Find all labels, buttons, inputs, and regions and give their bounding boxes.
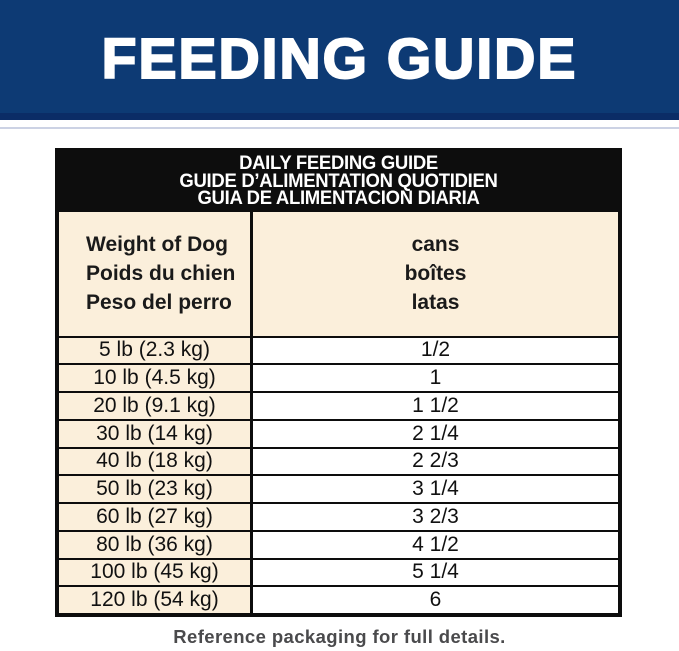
cans-header-es: latas bbox=[411, 291, 460, 314]
table-row bbox=[59, 558, 618, 586]
cans-value: 1 1/2 bbox=[412, 393, 459, 417]
daily-feeding-guide-table bbox=[55, 148, 622, 617]
cans-cell bbox=[253, 504, 618, 530]
weight-value: 80 lb (36 kg) bbox=[96, 532, 213, 556]
weight-cell bbox=[59, 587, 253, 613]
table-title-fr: GUIDE D’ALIMENTATION QUOTIDIEN bbox=[179, 169, 498, 191]
table-row bbox=[59, 502, 618, 530]
cans-cell bbox=[253, 421, 618, 447]
banner-title: FEEDING GUIDE bbox=[101, 26, 578, 91]
cans-value: 4 1/2 bbox=[412, 532, 459, 556]
cans-value: 2 1/4 bbox=[412, 421, 459, 445]
cans-value: 6 bbox=[429, 588, 442, 612]
weight-cell bbox=[59, 393, 253, 419]
cans-cell bbox=[253, 393, 618, 419]
table-row bbox=[59, 585, 618, 613]
table-row bbox=[59, 530, 618, 558]
column-header-row bbox=[59, 212, 618, 336]
footer-note: Reference packaging for full details. bbox=[173, 626, 506, 647]
weight-value: 40 lb (18 kg) bbox=[96, 449, 213, 473]
cans-cell bbox=[253, 338, 618, 364]
weight-header-en: Weight of Dog bbox=[86, 233, 228, 256]
weight-value: 30 lb (14 kg) bbox=[96, 421, 213, 445]
table-row bbox=[59, 363, 618, 391]
weight-cell bbox=[59, 532, 253, 558]
feeding-guide-banner bbox=[0, 0, 679, 120]
weight-cell bbox=[59, 504, 253, 530]
weight-cell bbox=[59, 338, 253, 364]
cans-cell bbox=[253, 560, 618, 586]
cans-cell bbox=[253, 532, 618, 558]
table-row bbox=[59, 474, 618, 502]
cans-cell bbox=[253, 449, 618, 475]
banner-underline bbox=[0, 127, 679, 129]
weight-value: 50 lb (23 kg) bbox=[96, 477, 213, 501]
weight-value: 60 lb (27 kg) bbox=[96, 504, 213, 528]
table-row bbox=[59, 419, 618, 447]
table-title-en: DAILY FEEDING GUIDE bbox=[239, 151, 438, 174]
cans-value: 1 bbox=[429, 366, 442, 390]
weight-header-es: Peso del perro bbox=[86, 291, 232, 314]
weight-cell bbox=[59, 449, 253, 475]
cans-cell bbox=[253, 476, 618, 502]
cans-value: 2 2/3 bbox=[412, 449, 459, 473]
cans-cell bbox=[253, 365, 618, 391]
weight-column-header bbox=[59, 212, 253, 336]
weight-cell bbox=[59, 421, 253, 447]
weight-cell bbox=[59, 560, 253, 586]
cans-header-fr: boîtes bbox=[404, 262, 467, 285]
weight-cell bbox=[59, 365, 253, 391]
table-row bbox=[59, 391, 618, 419]
weight-value: 20 lb (9.1 kg) bbox=[93, 393, 216, 417]
weight-value: 100 lb (45 kg) bbox=[90, 560, 219, 584]
table-row bbox=[59, 336, 618, 364]
weight-value: 120 lb (54 kg) bbox=[90, 588, 219, 612]
cans-column-header bbox=[253, 212, 618, 336]
table-title-es: GUIA DE ALIMENTACION DIARIA bbox=[197, 186, 480, 209]
cans-value: 3 1/4 bbox=[412, 477, 459, 501]
cans-header-en: cans bbox=[411, 233, 460, 256]
cans-value: 1/2 bbox=[420, 338, 451, 362]
table-title-band bbox=[59, 152, 618, 212]
weight-header-fr: Poids du chien bbox=[86, 262, 236, 285]
cans-value: 5 1/4 bbox=[412, 560, 459, 584]
table-row bbox=[59, 447, 618, 475]
weight-cell bbox=[59, 476, 253, 502]
cans-cell bbox=[253, 587, 618, 613]
table-rows bbox=[59, 336, 618, 614]
weight-value: 5 lb (2.3 kg) bbox=[99, 338, 210, 362]
cans-value: 3 2/3 bbox=[412, 504, 459, 528]
weight-value: 10 lb (4.5 kg) bbox=[93, 366, 216, 390]
